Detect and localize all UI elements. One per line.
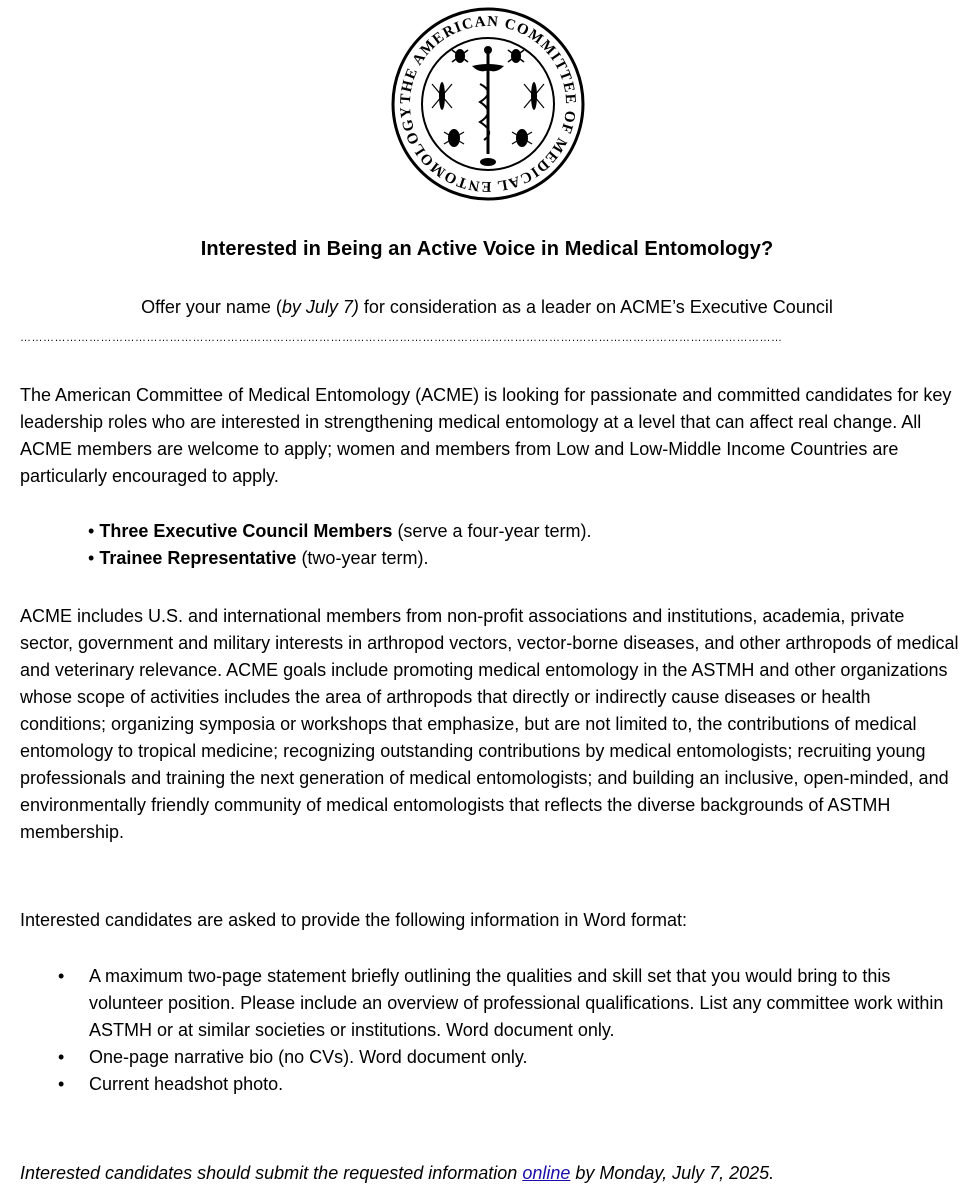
bullet: • [88, 521, 95, 541]
role-term: (serve a four-year term). [392, 521, 592, 541]
bullet: • [88, 548, 95, 568]
requirement-text: Current headshot photo. [89, 1074, 284, 1094]
closing-line [20, 1160, 960, 1187]
subtitle-after: for consideration as a leader on ACME’s Executive Council [358, 297, 833, 317]
list-item [88, 545, 591, 572]
list-item [88, 518, 591, 545]
bullet: • [58, 966, 65, 986]
role-name: Three Executive Council Members [99, 521, 393, 541]
role-name: Trainee Representative [99, 548, 297, 568]
list-item [20, 963, 960, 1044]
page-title: Interested in Being an Active Voice in Medical Entomology? [200, 238, 774, 260]
online-link[interactable]: online [522, 1163, 571, 1183]
about-paragraph: ACME includes U.S. and international members from non-profit associations and institutions, academia, private sector, government and military interests in arthropod vectors, vector-borne diseases, and other arthropods of medical and veterinary relevance. ACME goals include promoting medical entomology in the ASTMH and other organizations whose scope of activities includes the area of arthropods that directly or indirectly cause diseases or health conditions; organizing symposia or workshops that emphasize, but are not limited to, the contributions of medical entomology to tropical medicine; recognizing outstanding contributions by medical entomologists; recruiting young professionals and training the next generation of medical entomologists; and building an inclusive, open-minded, and environmentally friendly community of medical entomologists that reflects the diverse backgrounds of ASTMH membership. [20, 606, 959, 842]
role-term: (two-year term). [296, 548, 429, 568]
closing-before: Interested candidates should submit the requested information [20, 1163, 523, 1183]
seal-icon [388, 4, 588, 204]
list-item [20, 1071, 960, 1098]
subtitle-before: Offer your name ( [141, 297, 282, 317]
requirements-intro: Interested candidates are asked to provide the following information in Word format: [20, 910, 688, 930]
bullet: • [58, 1074, 65, 1094]
acme-seal-logo [388, 4, 588, 204]
subtitle [0, 297, 974, 318]
roles-list [88, 518, 591, 572]
subtitle-deadline: by July 7) [281, 297, 359, 317]
list-item [20, 1044, 960, 1071]
seal-ring-text: THE AMERICAN COMMITTEE OF MEDICAL ENTOMOLOGY [397, 13, 579, 195]
requirements-list [20, 963, 960, 1098]
requirement-text: One-page narrative bio (no CVs). Word document only. [89, 1047, 528, 1067]
requirement-text: A maximum two-page statement briefly outlining the qualities and skill set that you would bring to this volunteer position. Please include an overview of professional qualifications. List any committee work within ASTMH or at similar societies or institutions. Word document only. [89, 966, 944, 1040]
intro-paragraph: The American Committee of Medical Entomology (ACME) is looking for passionate and committed candidates for key leadership roles who are interested in strengthening medical entomology at a level that can affect real change. All ACME members are welcome to apply; women and members from Low and Low-Middle Income Countries are particularly encouraged to apply. [20, 385, 952, 486]
dotted-divider: ……………………………………………………………………………………………………………………………….……………………………………………… [20, 332, 783, 344]
closing-after: by Monday, July 7, 2025. [570, 1163, 775, 1183]
bullet: • [58, 1047, 65, 1067]
